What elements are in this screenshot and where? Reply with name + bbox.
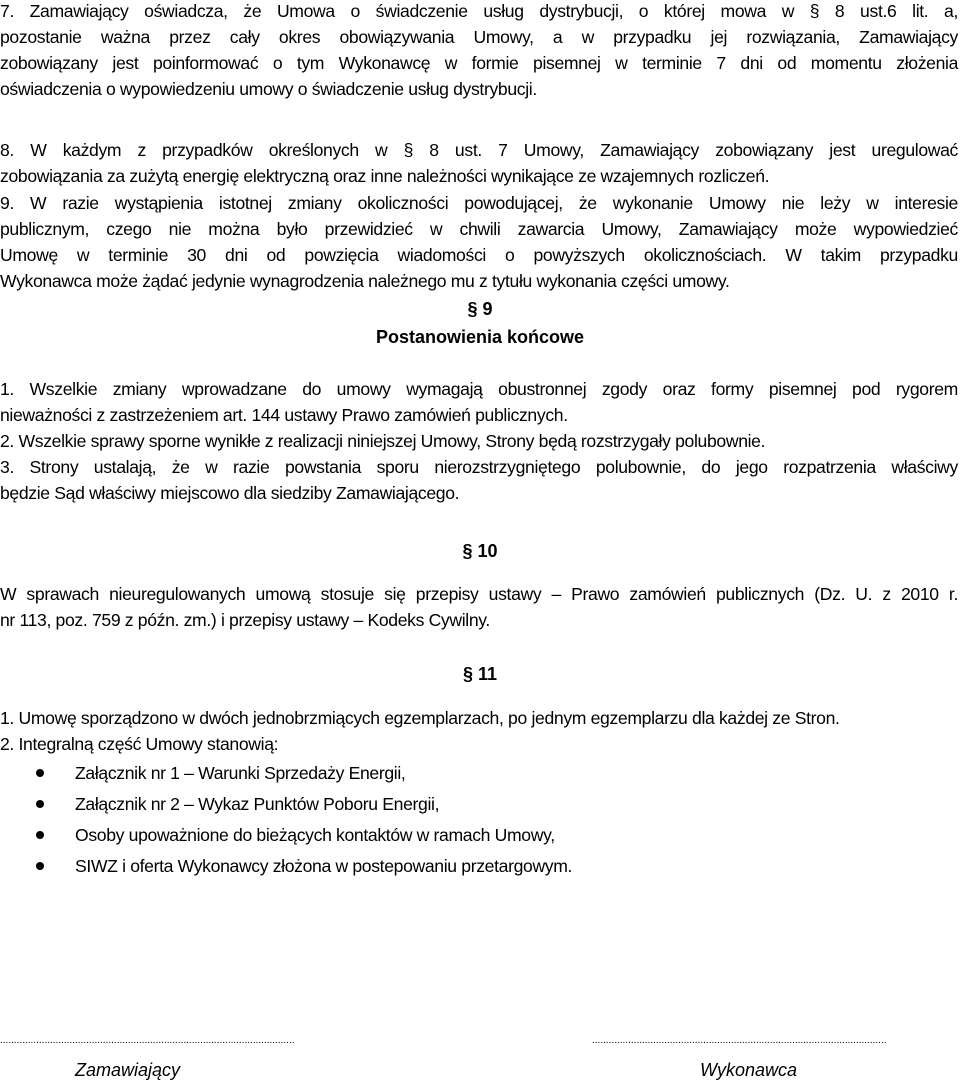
section-11-item-2	[0, 731, 958, 757]
paragraph-line: 2. Wszelkie sprawy sporne wynikłe z realizacji niniejszej Umowy, Strony będą rozstrzygały polubownie.	[0, 431, 766, 451]
list-item-text: Załącznik nr 1 – Warunki Sprzedaży Energii,	[75, 763, 406, 783]
paragraph-line: zobowiązania za zużytą energię elektryczną oraz inne należności wynikające ze wzajemnych rozliczeń.	[0, 166, 770, 186]
list-item	[0, 820, 958, 851]
paragraph-line: oświadczenia o wypowiedzeniu umowy o świadczenie usług dystrybucji.	[0, 79, 537, 99]
paragraph-line: pozostanie ważna przez cały okres obowiązywania Umowy, a w przypadku jej rozwiązania, Zamawiający	[0, 27, 958, 47]
list-item-text: Osoby upoważnione do bieżących kontaktów w ramach Umowy,	[75, 825, 555, 845]
paragraph-line: będzie Sąd właściwy miejscowo dla siedziby Zamawiającego.	[0, 483, 460, 503]
bullet-icon	[36, 769, 44, 777]
section-11-number: § 11	[462, 664, 498, 684]
section-9-item-1	[0, 376, 958, 428]
paragraph-line: publicznym, czego nie można było przewidzieć w chwili zawarcia Umowy, Zamawiający może wypowiedzieć	[0, 219, 958, 239]
section-10-body	[0, 581, 958, 633]
paragraph-line: zobowiązany jest poinformować o tym Wykonawcę w formie pisemnej w terminie 7 dni od momentu złożenia	[0, 53, 958, 73]
paragraph-line: 3. Strony ustalają, że w razie powstania sporu nierozstrzygniętego polubownie, do jego rozpatrzenia właściwy	[0, 457, 958, 477]
bullet-icon	[36, 831, 44, 839]
list-item	[0, 851, 958, 882]
list-item	[0, 789, 958, 820]
paragraph-line: 1. Wszelkie zmiany wprowadzane do umowy wymagają obustronnej zgody oraz formy pisemnej pod rygorem	[0, 379, 958, 399]
section-9-item-2	[0, 428, 958, 454]
section-9-item-3	[0, 454, 958, 506]
paragraph-line: 9. W razie wystąpienia istotnej zmiany okoliczności powodującej, że wykonanie Umowy nie leży w interesie	[0, 193, 958, 213]
list-item-text: SIWZ i oferta Wykonawcy złożona w postepowaniu przetargowym.	[75, 856, 573, 876]
list-item-text: Załącznik nr 2 – Wykaz Punktów Poboru Energii,	[75, 794, 440, 814]
paragraph-line: 7. Zamawiający oświadcza, że Umowa o świadczenie usług dystrybucji, o której mowa w § 8 ust.6 lit. a,	[0, 1, 958, 21]
paragraph-line: nieważności z zastrzeżeniem art. 144 ustawy Prawo zamówień publicznych.	[0, 405, 568, 425]
paragraph-line: nr 113, poz. 759 z późn. zm.) i przepisy ustawy – Kodeks Cywilny.	[0, 610, 490, 630]
paragraph-line: 1. Umowę sporządzono w dwóch jednobrzmiących egzemplarzach, po jednym egzemplarzu dla każdej ze Stron.	[0, 708, 840, 728]
signature-label-right: Wykonawca	[700, 1060, 798, 1080]
paragraph-9	[0, 164, 958, 294]
paragraph-line: Umowę w terminie 30 dni od powzięcia wiadomości o powyższych okolicznościach. W takim przypadku	[0, 245, 958, 265]
paragraph-line: W sprawach nieuregulowanych umową stosuje się przepisy ustawy – Prawo zamówień publicznych (Dz. U. z 2010 r.	[0, 584, 958, 604]
paragraph-line: Wykonawca może żądać jedynie wynagrodzenia należnego mu z tytułu wykonania części umowy.	[0, 271, 730, 291]
signature-line-right: ..........................................................................................................	[592, 1036, 887, 1046]
section-10-number: § 10	[462, 541, 498, 561]
paragraph-line: 8. W każdym z przypadków określonych w § 8 ust. 7 Umowy, Zamawiający zobowiązany jest uregulować	[0, 140, 958, 160]
signature-line-left: ..........................................................................................................	[0, 1036, 295, 1046]
paragraph-7	[0, 0, 958, 102]
paragraph-line: 2. Integralną część Umowy stanowią:	[0, 734, 279, 754]
section-9-title: Postanowienia końcowe	[375, 327, 585, 347]
bullet-icon	[36, 862, 44, 870]
section-9-number: § 9	[467, 299, 493, 319]
list-item	[0, 758, 958, 789]
bullet-icon	[36, 800, 44, 808]
attachments-list	[0, 758, 958, 882]
signature-label-left: Zamawiający	[75, 1060, 181, 1080]
section-11-item-1	[0, 705, 958, 731]
